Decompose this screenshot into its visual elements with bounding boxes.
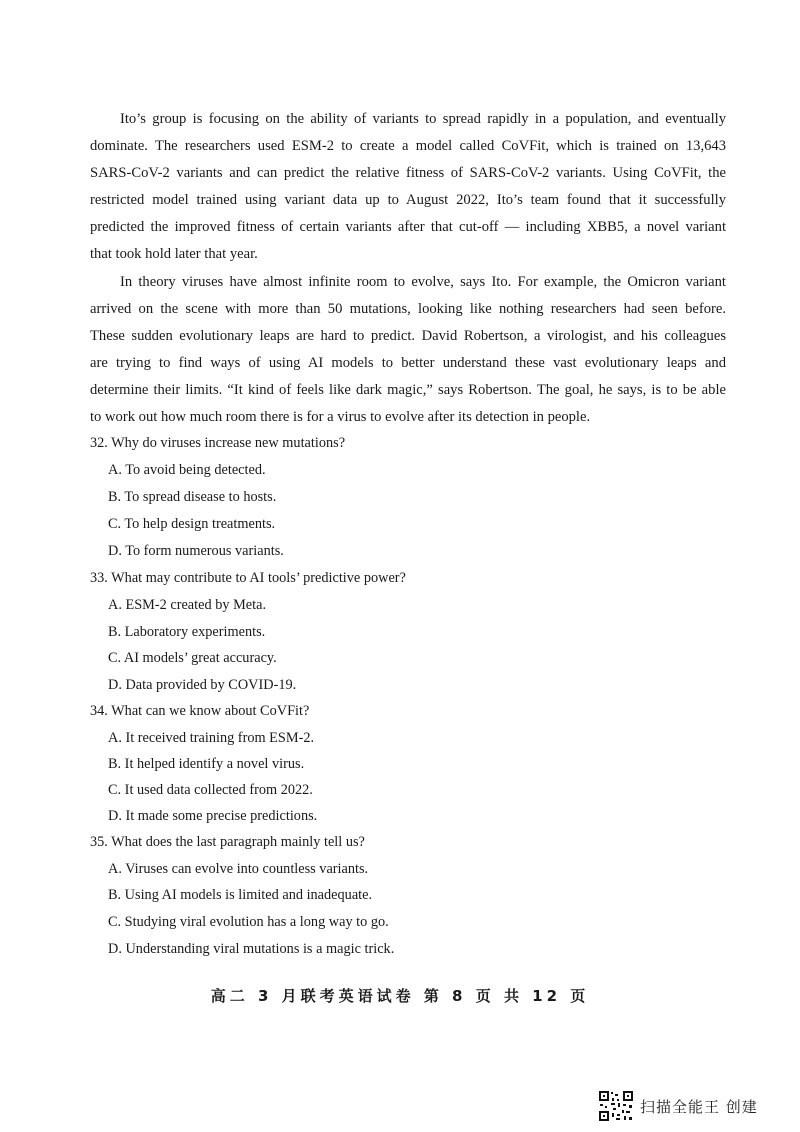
paragraph-line: dominate. The researchers used ESM-2 to create a model called CoVFit, which is trained on 13,643 xyxy=(90,138,726,154)
question-33-option-a: A. ESM-2 created by Meta. xyxy=(108,597,267,613)
question-35-option-a: A. Viruses can evolve into countless variants. xyxy=(108,861,369,877)
watermark-label: 扫描全能王 创建 xyxy=(640,1097,758,1116)
question-33-option-b: B. Laboratory experiments. xyxy=(108,624,266,640)
question-33-option-c: C. AI models’ great accuracy. xyxy=(108,650,277,666)
question-34-stem: 34. What can we know about CoVFit? xyxy=(90,703,310,719)
question-35-stem: 35. What does the last paragraph mainly tell us? xyxy=(90,834,365,850)
paragraph-line: In theory viruses have almost infinite room to evolve, says Ito. For example, the Omicron variant xyxy=(120,274,726,290)
paragraph-line: arrived on the scene with more than 50 mutations, looking like nothing researchers had seen before. xyxy=(90,301,726,317)
paragraph-line: restricted model trained using variant data up to August 2022, Ito’s team found that it successfully xyxy=(90,192,726,208)
question-35-option-b: B. Using AI models is limited and inadequate. xyxy=(108,887,373,903)
question-34-option-b: B. It helped identify a novel virus. xyxy=(108,756,305,772)
question-34-option-c: C. It used data collected from 2022. xyxy=(108,782,313,798)
paragraph-line: that took hold later that year. xyxy=(90,246,258,262)
question-32-option-c: C. To help design treatments. xyxy=(108,516,276,532)
question-32-option-a: A. To avoid being detected. xyxy=(108,462,266,478)
question-34-option-d: D. It made some precise predictions. xyxy=(108,808,318,824)
paragraph-line: predicted the improved fitness of certain variants after that cut-off — including XBB5, a novel variant xyxy=(90,219,726,235)
paragraph-2 xyxy=(90,269,726,431)
paragraph-line: These sudden evolutionary leaps are hard to predict. David Robertson, a virologist, and his colleagues xyxy=(90,328,726,344)
paragraph-line: SARS-CoV-2 variants and can predict the relative fitness of SARS-CoV-2 variants. Using CoVFit, the xyxy=(90,165,726,181)
paragraph-line: are trying to find ways of using AI models to better understand these vast evolutionary leaps and xyxy=(90,355,726,371)
question-35-option-c: C. Studying viral evolution has a long way to go. xyxy=(108,914,389,930)
qr-code-icon xyxy=(598,1090,634,1122)
paragraph-1 xyxy=(90,106,726,268)
scanner-watermark xyxy=(598,1090,758,1122)
question-32-option-b: B. To spread disease to hosts. xyxy=(108,489,277,505)
question-33-option-d: D. Data provided by COVID-19. xyxy=(108,677,297,693)
question-35-option-d: D. Understanding viral mutations is a magic trick. xyxy=(108,941,395,957)
paragraph-line: to work out how much room there is for a virus to evolve after its detection in people. xyxy=(90,409,591,425)
question-32-stem: 32. Why do viruses increase new mutations? xyxy=(90,435,346,451)
question-32-option-d: D. To form numerous variants. xyxy=(108,543,284,559)
question-34-option-a: A. It received training from ESM-2. xyxy=(108,730,315,746)
question-33-stem: 33. What may contribute to AI tools’ predictive power? xyxy=(90,570,406,586)
paragraph-line: Ito’s group is focusing on the ability of variants to spread rapidly in a population, and eventually xyxy=(120,111,726,127)
page-footer: 高二 3 月联考英语试卷 第 8 页 共 12 页 xyxy=(210,987,590,1005)
paragraph-line: determine their limits. “It kind of feels like dark magic,” says Robertson. The goal, he says, is to be able xyxy=(90,382,726,398)
